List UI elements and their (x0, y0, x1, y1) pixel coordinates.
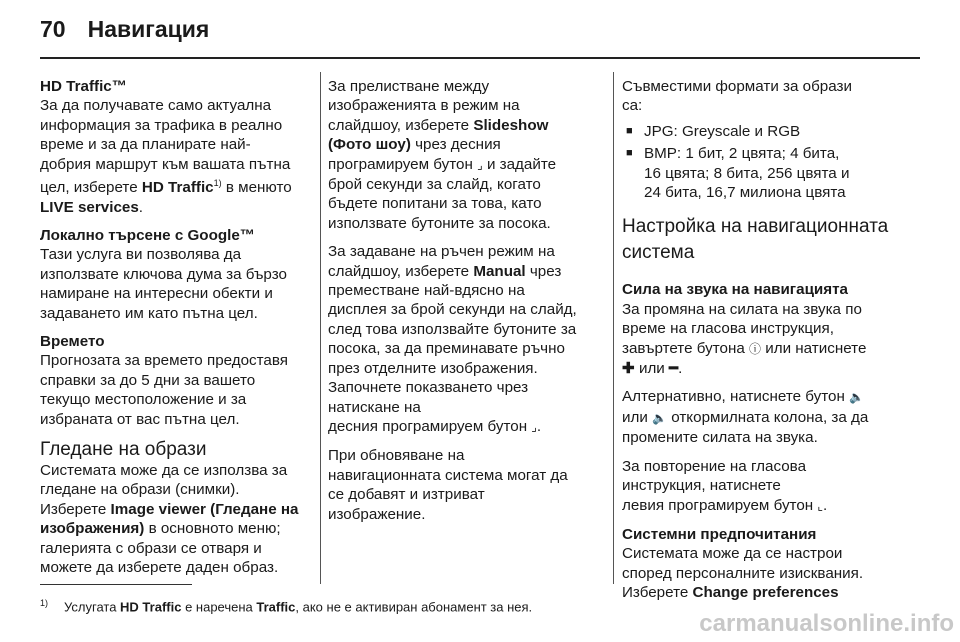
text-span: Изберете (622, 584, 693, 602)
format-list (622, 122, 912, 203)
menu-term-photo-show: (Фото шоу) (328, 136, 411, 154)
text-line: За промяна на силата на звука по (622, 300, 862, 318)
subheading-google: Локално търсене с Google™ (40, 226, 255, 244)
text-line (40, 198, 310, 217)
text-line (328, 262, 604, 281)
text-line (622, 583, 912, 602)
page-number: 70 (40, 16, 66, 42)
text-line (622, 408, 912, 428)
text-line (622, 496, 912, 516)
text-span: чрез (525, 262, 562, 280)
left-softkey-icon: ⌞ (817, 498, 824, 513)
section-formats (622, 77, 912, 202)
text-span: , ако не е активиран абонамент за нея. (295, 599, 533, 615)
text-span: Изберете (40, 500, 111, 518)
text-span: в основното меню; (144, 520, 281, 538)
text-line: За повторение на гласова (622, 457, 807, 475)
menu-term-slideshow: Slideshow (473, 116, 549, 134)
text-span: в менюто (221, 179, 292, 197)
heading-line: система (622, 242, 695, 264)
text-span: слайдшоу, изберете (328, 262, 474, 280)
menu-term-image-viewer: Image viewer (Гледане на (110, 500, 299, 518)
text-span: завъртете бутона (622, 339, 750, 357)
text-line (40, 519, 310, 538)
section-preferences (622, 525, 912, 603)
speaker-icon: 🔈 (849, 390, 865, 405)
text-span: или (634, 360, 670, 378)
subheading-weather: Времето (40, 332, 105, 350)
text-line: използвате ключова дума за бързо (40, 265, 287, 283)
text-line (328, 116, 604, 135)
paragraph-update (328, 446, 604, 524)
column-1 (40, 77, 310, 586)
text-span: е наречена (181, 599, 257, 615)
paragraph-manual-mode (328, 242, 604, 437)
column-divider-1 (320, 72, 321, 584)
list-item (622, 144, 912, 202)
heading-image-viewer: Гледане на образи (40, 438, 207, 460)
text-span: десния програмируем бутон (328, 417, 532, 435)
text-line: гледане на образи (снимки). (40, 481, 240, 499)
section-image-viewer (40, 438, 310, 577)
menu-term-manual: Manual (473, 262, 526, 280)
text-line: Започнете показването чрез (328, 379, 529, 397)
section-repeat (622, 457, 912, 516)
text-line: задаването им като пътна цел. (40, 304, 258, 322)
text-span: . (138, 198, 144, 216)
text-line: Тази услуга ви позволява да (40, 246, 242, 264)
footnote-ref: 1) (213, 178, 222, 189)
plus-icon: ✚ (622, 360, 635, 378)
text-line: след това използвайте бутоните за (328, 320, 577, 338)
text-line (622, 339, 912, 359)
text-line: избраната от вас пътна цел. (40, 410, 240, 428)
text-line: За да получавате само актуална (40, 97, 272, 115)
paragraph-slideshow (328, 77, 604, 233)
text-line: време и за да планирате най- (40, 136, 251, 154)
text-line (328, 417, 604, 437)
right-softkey-icon: ⌟ (477, 157, 483, 172)
text-line: При обновяване на (328, 447, 465, 465)
text-span: . (823, 496, 828, 514)
subheading-volume: Сила на звука на навигацията (622, 281, 849, 299)
text-line: Прогнозата за времето предоставя (40, 352, 289, 370)
text-line: използвате бутоните за посока. (328, 214, 551, 232)
text-span: откормилната колона, за да (667, 408, 869, 426)
section-weather (40, 332, 310, 429)
text-span: цел, изберете (40, 179, 142, 197)
text-line (40, 500, 310, 519)
text-line: изображенията в режим на (328, 97, 520, 115)
subheading-hd-traffic: HD Traffic™ (40, 78, 127, 95)
text-line (328, 155, 604, 175)
text-line: информация за трафика в реално (40, 116, 283, 134)
text-line: време на гласова инструкция, (622, 320, 834, 338)
menu-term-live-services: LIVE services (40, 198, 139, 216)
watermark: carmanualsonline.info (699, 610, 954, 637)
text-line: галерията с образи се отваря и (40, 539, 262, 557)
list-item-text: JPG: Greyscale и RGB (644, 122, 801, 140)
text-line: добрия маршрут към вашата пътна (40, 155, 291, 173)
text-line: инструкция, натиснете (622, 477, 781, 495)
text-line: Системата може да се използва за (40, 461, 288, 479)
text-span: Алтернативно, натиснете бутон (622, 388, 850, 406)
text-line: текущо местоположение и за (40, 391, 247, 409)
header-rule (40, 57, 920, 59)
right-softkey-icon: ⌟ (531, 419, 537, 434)
column-divider-2 (613, 72, 614, 584)
text-span: или (622, 408, 653, 426)
text-line: За задаване на ръчен режим на (328, 243, 555, 261)
list-item-text: BMP: 1 бит, 2 цвята; 4 бита, (644, 145, 840, 163)
text-line: можете да изберете даден образ. (40, 559, 279, 576)
text-line: брой секунди за слайд, когато (328, 176, 541, 194)
text-line: Съвместими формати за образи (622, 78, 852, 95)
text-span: Услугата (64, 599, 121, 615)
menu-term-hd-traffic: HD Traffic (141, 179, 214, 197)
column-2 (328, 77, 604, 533)
list-item (622, 122, 912, 141)
text-line: изображение. (328, 505, 426, 523)
text-line: Системата може да се настрои (622, 545, 843, 563)
text-line: се добавят и изтриват (328, 486, 485, 504)
text-span: чрез десния (410, 136, 501, 154)
text-line: бъдете попитани за това, като (328, 195, 542, 213)
footnote-rule (40, 584, 192, 585)
text-line: справки за до 5 дни за вашето (40, 371, 256, 389)
list-item-text: 16 цвята; 8 бита, 256 цвята и (644, 164, 850, 182)
text-line: навигационната система могат да (328, 466, 568, 484)
text-line (328, 135, 604, 154)
heading-line: Настройка на навигационната (622, 216, 889, 238)
footnote (40, 595, 532, 615)
text-line: през отделните изображения. (328, 359, 538, 377)
text-span: програмируем бутон (328, 155, 478, 173)
list-item-text: 24 бита, 16,7 милиона цвята (644, 184, 846, 202)
section-hd-traffic (40, 77, 310, 217)
heading-system-settings (622, 214, 912, 266)
section-google-search (40, 226, 310, 323)
text-line: промените силата на звука. (622, 429, 818, 447)
text-line: преместване най-вдясно на (328, 282, 525, 300)
knob-icon: ⓘ (749, 341, 762, 356)
text-line (622, 359, 912, 378)
text-line: За прелистване между (328, 78, 490, 95)
text-line: намиране на интересни обекти и (40, 285, 273, 303)
text-line (622, 387, 912, 407)
text-line: са: (622, 97, 643, 115)
text-line: според персоналните изисквания. (622, 564, 864, 582)
text-span: левия програмируем бутон (622, 496, 818, 514)
section-volume (622, 280, 912, 378)
text-span: . (536, 417, 542, 435)
footnote-term: HD Traffic (120, 599, 182, 615)
footnote-marker: 1) (40, 598, 49, 608)
section-alternative (622, 387, 912, 447)
menu-term-image-viewer-cont: изображения) (40, 520, 145, 538)
text-line (40, 174, 310, 197)
footnote-term: Traffic (256, 599, 296, 615)
speaker-icon: 🔈 (652, 410, 668, 425)
menu-term-change-preferences: Change preferences (692, 584, 839, 602)
text-span: слайдшоу, изберете (328, 116, 474, 134)
text-line: дисплея за брой секунди на слайд, (328, 301, 577, 319)
minus-icon: ━ (669, 360, 679, 378)
text-span: или натиснете (761, 339, 867, 357)
column-3 (622, 77, 912, 612)
text-span: и задайте (482, 155, 557, 173)
page-title: Навигация (87, 16, 210, 42)
page-header (40, 14, 209, 44)
text-span: . (678, 360, 683, 378)
text-line: посока, за да преминавате ръчно (328, 340, 565, 358)
text-line: натискане на (328, 398, 421, 416)
subheading-preferences: Системни предпочитания (622, 525, 817, 543)
